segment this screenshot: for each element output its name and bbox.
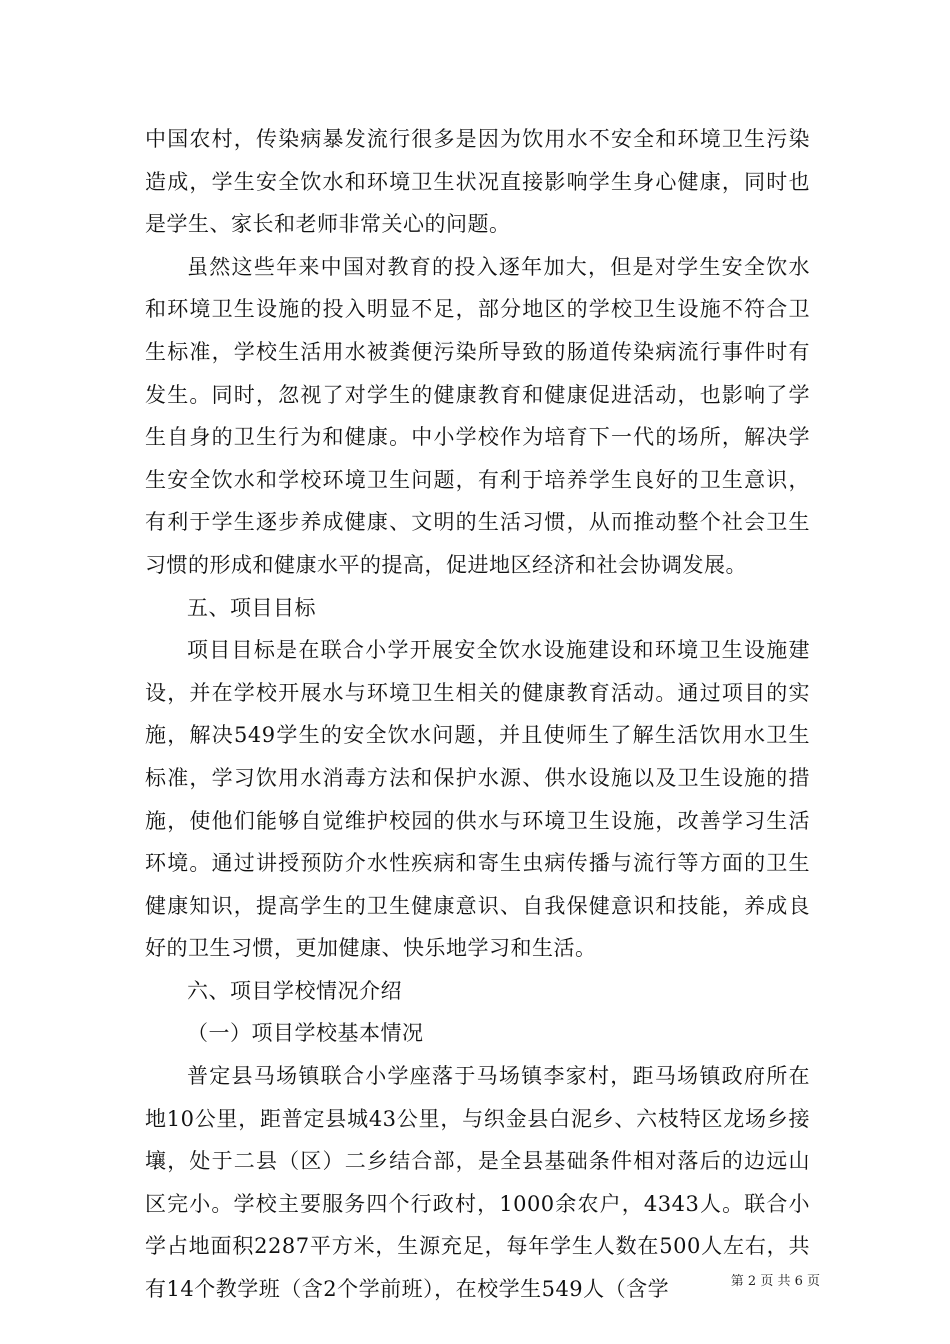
page-number: 第 2 页 共 6 页: [730, 1274, 820, 1289]
body-paragraph: 虽然这些年来中国对教育的投入逐年加大，但是对学生安全饮水和环境卫生设施的投入明显不足，部分地区的学校卫生设施不符合卫生标准，学校生活用水被粪便污染所导致的肠道传染病流行事件时有发生。同时，忽视了对学生的健康教育和健康促进活动，也影响了学生自身的卫生行为和健康。中小学校作为培育下一代的场所，解决学生安全饮水和学校环境卫生问题，有利于培养学生良好的卫生意识，有利于学生逐步养成健康、文明的生活习惯，从而推动整个社会卫生习惯的形成和健康水平的提高，促进地区经济和社会协调发展。: [145, 254, 810, 577]
subsection-heading: （一）项目学校基本情况: [187, 1021, 424, 1046]
section-heading: 六、项目学校情况介绍: [187, 978, 402, 1003]
body-paragraph: 中国农村，传染病暴发流行很多是因为饮用水不安全和环境卫生污染造成，学生安全饮水和环境卫生状况直接影响学生身心健康，同时也是学生、家长和老师非常关心的问题。: [145, 127, 810, 237]
body-paragraph: 普定县马场镇联合小学座落于马场镇李家村，距马场镇政府所在地10公里，距普定县城43公里，与织金县白泥乡、六枝特区龙场乡接壤，处于二县（区）二乡结合部，是全县基础条件相对落后的边远山区完小。学校主要服务四个行政村，1000余农户，4343人。联合小学占地面积2287平方米，生源充足，每年学生人数在500人左右，共有14个教学班（含2个学前班），在校学生549人（含学: [145, 1064, 810, 1302]
section-heading: 五、项目目标: [187, 595, 316, 620]
document-body: [145, 118, 810, 1311]
body-paragraph: 项目目标是在联合小学开展安全饮水设施建设和环境卫生设施建设，并在学校开展水与环境卫生相关的健康教育活动。通过项目的实施，解决549学生的安全饮水问题，并且使师生了解生活饮用水卫生标准，学习饮用水消毒方法和保护水源、供水设施以及卫生设施的措施，使他们能够自觉维护校园的供水与环境卫生设施，改善学习生活环境。通过讲授预防介水性疾病和寄生虫病传播与流行等方面的卫生健康知识，提高学生的卫生健康意识、自我保健意识和技能，养成良好的卫生习惯，更加健康、快乐地学习和生活。: [145, 638, 810, 961]
